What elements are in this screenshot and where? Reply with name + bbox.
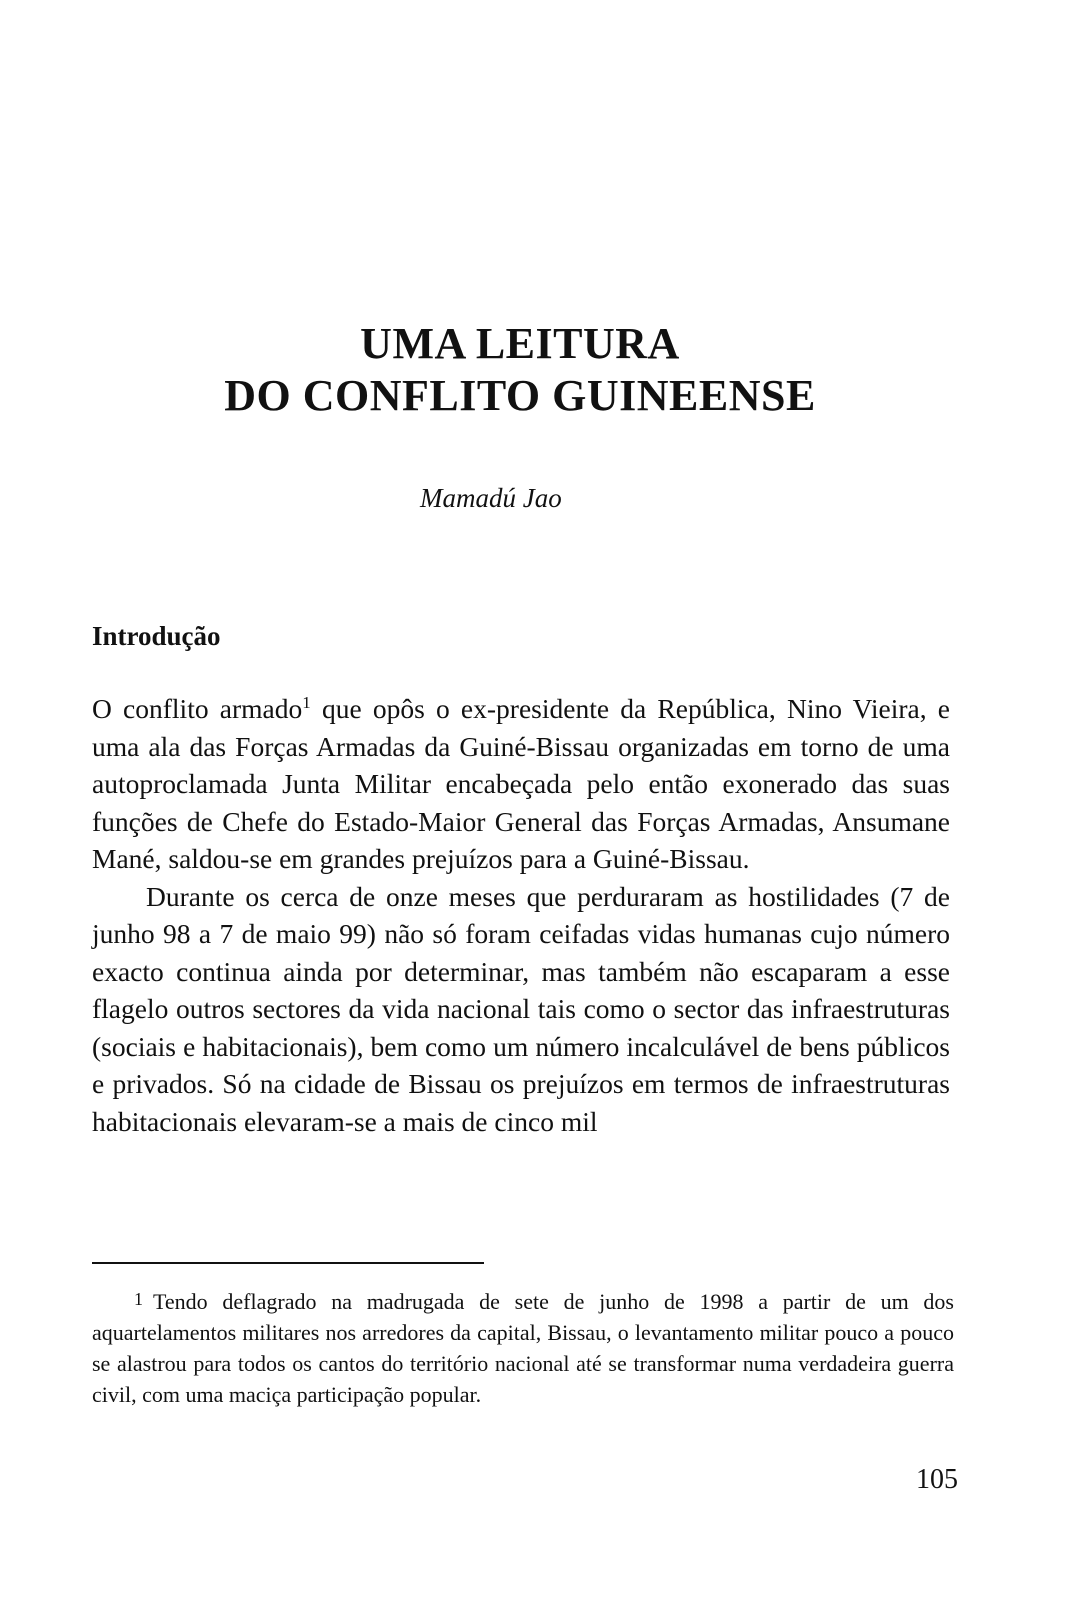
page-number: 105 [916,1464,958,1495]
section-heading: Introdução [92,621,221,651]
footnote-number: 1 [134,1289,143,1309]
footnote-reference: 1 [302,692,311,712]
body-text [92,690,950,1140]
chapter-title-line-1: UMA LEITURA [360,319,680,368]
paragraph-1-start: O conflito armado [92,693,303,724]
paragraph-1 [92,690,950,878]
author-name: Mamadú Jao [420,483,562,513]
footnote [92,1284,954,1410]
chapter-title-line-2: DO CONFLITO GUINEENSE [224,371,816,420]
chapter-title [90,318,950,422]
footnote-text: Tendo deflagrado na madrugada de sete de junho de 1998 a partir de um dos aquartelamentos militares nos arredores da capital, Bissau, o levantamento militar pouco a pouco se alastrou para todos os cantos do território nacional até se transformar numa verdadeira guerra civil, com uma maciça participação popular. [92,1289,954,1407]
paragraph-1-rest: que opôs o ex-presidente da República, Nino Vieira, e uma ala das Forças Armadas da Guiné-Bissau organizadas em torno de uma autoproclamada Junta Militar encabeçada pelo então exonerado das suas funções de Chefe do Estado-Maior General das Forças Armadas, Ansumane Mané, saldou-se em grandes prejuízos para a Guiné-Bissau. [92,693,950,874]
footnote-divider [92,1262,484,1264]
paragraph-2: Durante os cerca de onze meses que perduraram as hostilidades (7 de junho 98 a 7 de maio 99) não só foram ceifadas vidas humanas cujo número exacto continua ainda por determinar, mas também não escaparam a esse flagelo outros sectores da vida nacional tais como o sector das infraestruturas (sociais e habitacionais), bem como um número incalculável de bens públicos e privados. Só na cidade de Bissau os prejuízos em termos de infraestruturas habitacionais elevaram-se a mais de cinco mil [92,880,950,1137]
